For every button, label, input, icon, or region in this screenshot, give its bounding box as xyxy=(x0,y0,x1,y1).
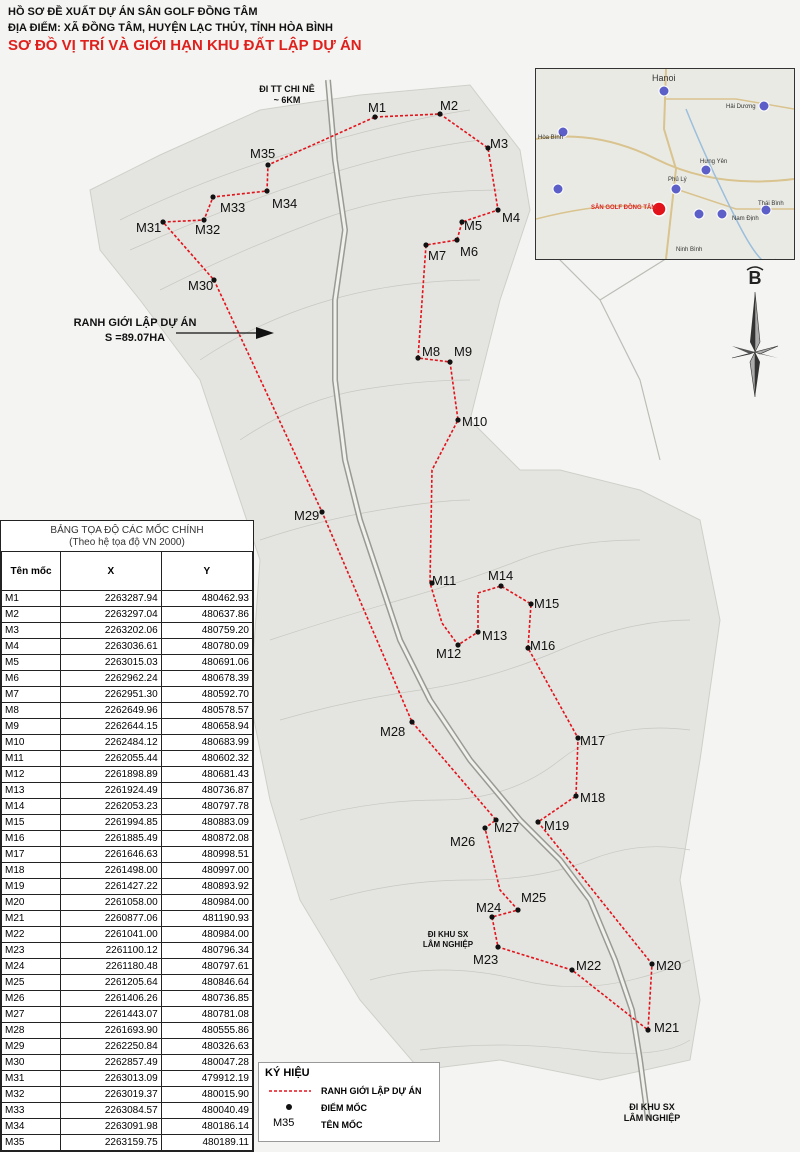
cell-x: 2263036.61 xyxy=(61,639,162,655)
cell-y: 480736.87 xyxy=(161,783,252,799)
marker-label-m29: M29 xyxy=(294,508,320,523)
table-row xyxy=(2,863,253,879)
cell-name: M32 xyxy=(2,1087,61,1103)
legend-point-label: ĐIỂM MỐC xyxy=(321,1103,367,1113)
table-title: BẢNG TỌA ĐỘ CÁC MỐC CHÍNH (Theo hệ tọa độ VN 2000) xyxy=(50,525,204,548)
cell-y: 480781.08 xyxy=(161,1007,252,1023)
marker-label-m30: M30 xyxy=(188,278,214,293)
marker-m29 xyxy=(319,509,324,514)
table-row xyxy=(2,687,253,703)
table-row xyxy=(2,1135,253,1151)
table-row xyxy=(2,895,253,911)
marker-m22 xyxy=(569,967,574,972)
cell-name: M31 xyxy=(2,1071,61,1087)
cell-x: 2262484.12 xyxy=(61,735,162,751)
marker-m10 xyxy=(455,417,460,422)
cell-x: 2262644.15 xyxy=(61,719,162,735)
cell-x: 2261041.00 xyxy=(61,927,162,943)
cell-y: 480736.85 xyxy=(161,991,252,1007)
table-row xyxy=(2,879,253,895)
inset-hanoi: Hanoi xyxy=(652,73,676,83)
marker-label-m1: M1 xyxy=(368,100,387,115)
cell-y: 480683.99 xyxy=(161,735,252,751)
cell-name: M34 xyxy=(2,1119,61,1135)
marker-m21 xyxy=(645,1027,650,1032)
marker-label-m5: M5 xyxy=(464,218,483,233)
inset-site: SÂN GOLF ĐỒNG TÂM xyxy=(591,205,657,211)
cell-y: 480678.39 xyxy=(161,671,252,687)
table-row xyxy=(2,943,253,959)
marker-m8 xyxy=(415,355,420,360)
cell-name: M12 xyxy=(2,767,61,783)
marker-label-m28: M28 xyxy=(380,724,406,739)
marker-m20 xyxy=(649,961,654,966)
cell-name: M29 xyxy=(2,1039,61,1055)
cell-y: 479912.19 xyxy=(161,1071,252,1087)
table-row xyxy=(2,1071,253,1087)
north-arrow xyxy=(728,262,782,402)
cell-name: M10 xyxy=(2,735,61,751)
table-row xyxy=(2,975,253,991)
marker-m35 xyxy=(265,162,270,167)
map-title: SƠ ĐỒ VỊ TRÍ VÀ GIỚI HẠN KHU ĐẤT LẬP DỰ ÁN xyxy=(8,37,362,54)
cell-y: 480592.70 xyxy=(161,687,252,703)
marker-label-m18: M18 xyxy=(580,790,606,805)
cell-x: 2261058.00 xyxy=(61,895,162,911)
cell-y: 480047.28 xyxy=(161,1055,252,1071)
legend-title: KÝ HIỆU xyxy=(265,1067,310,1079)
table-row xyxy=(2,719,253,735)
marker-m23 xyxy=(495,944,500,949)
cell-y: 480681.43 xyxy=(161,767,252,783)
table-row xyxy=(2,991,253,1007)
cell-x: 2261924.49 xyxy=(61,783,162,799)
cell-name: M35 xyxy=(2,1135,61,1151)
cell-name: M17 xyxy=(2,847,61,863)
marker-label-m34: M34 xyxy=(272,196,298,211)
cell-name: M7 xyxy=(2,687,61,703)
road-north-note: ĐI TT CHI NÊ ~ 6KM xyxy=(259,84,315,105)
table-row xyxy=(2,735,253,751)
header-line-1: HỒ SƠ ĐỀ XUẤT DỰ ÁN SÂN GOLF ĐỒNG TÂM xyxy=(8,6,258,18)
road-mid-note: ĐI KHU SX LÂM NGHIỆP xyxy=(422,930,474,949)
legend-point-symbol xyxy=(286,1104,292,1110)
marker-m26 xyxy=(482,825,487,830)
cell-x: 2260877.06 xyxy=(61,911,162,927)
cell-name: M24 xyxy=(2,959,61,975)
cell-x: 2263084.57 xyxy=(61,1103,162,1119)
cell-x: 2261443.07 xyxy=(61,1007,162,1023)
marker-label-m10: M10 xyxy=(462,414,488,429)
marker-m24 xyxy=(489,914,494,919)
cell-y: 480040.49 xyxy=(161,1103,252,1119)
cell-y: 480759.20 xyxy=(161,623,252,639)
marker-label-m13: M13 xyxy=(482,628,508,643)
cell-y: 480883.09 xyxy=(161,815,252,831)
cell-x: 2261427.22 xyxy=(61,879,162,895)
table-row xyxy=(2,927,253,943)
cell-y: 480797.78 xyxy=(161,799,252,815)
marker-m1 xyxy=(372,114,377,119)
cell-name: M25 xyxy=(2,975,61,991)
marker-label-m33: M33 xyxy=(220,200,246,215)
table-row xyxy=(2,831,253,847)
table-row xyxy=(2,607,253,623)
cell-y: 480326.63 xyxy=(161,1039,252,1055)
cell-x: 2261994.85 xyxy=(61,815,162,831)
cell-name: M1 xyxy=(2,591,61,607)
cell-y: 480846.64 xyxy=(161,975,252,991)
cell-y: 480189.11 xyxy=(161,1135,252,1151)
marker-m7 xyxy=(423,242,428,247)
table-row xyxy=(2,767,253,783)
table-row xyxy=(2,815,253,831)
cell-name: M16 xyxy=(2,831,61,847)
marker-m14 xyxy=(498,583,503,588)
cell-name: M30 xyxy=(2,1055,61,1071)
cell-y: 480984.00 xyxy=(161,927,252,943)
marker-label-m26: M26 xyxy=(450,834,476,849)
marker-label-m16: M16 xyxy=(530,638,556,653)
boundary-note: RANH GIỚI LẬP DỰ ÁN S =89.07HA xyxy=(73,317,197,344)
map-header xyxy=(8,4,362,56)
cell-name: M13 xyxy=(2,783,61,799)
table-row xyxy=(2,591,253,607)
north-label: B xyxy=(748,268,762,288)
table-row xyxy=(2,655,253,671)
cell-y: 480872.08 xyxy=(161,831,252,847)
cell-y: 480984.00 xyxy=(161,895,252,911)
cell-x: 2261205.64 xyxy=(61,975,162,991)
legend-name-label: TÊN MỐC xyxy=(321,1120,363,1130)
cell-name: M33 xyxy=(2,1103,61,1119)
table-row xyxy=(2,911,253,927)
marker-label-m25: M25 xyxy=(521,890,547,905)
marker-label-m2: M2 xyxy=(440,98,459,113)
cell-x: 2262250.84 xyxy=(61,1039,162,1055)
col-header-name: Tên mốc xyxy=(2,552,61,591)
cell-y: 480691.06 xyxy=(161,655,252,671)
cell-x: 2261180.48 xyxy=(61,959,162,975)
marker-m9 xyxy=(447,359,452,364)
cell-name: M8 xyxy=(2,703,61,719)
cell-y: 480015.90 xyxy=(161,1087,252,1103)
cell-x: 2263202.06 xyxy=(61,623,162,639)
marker-label-m24: M24 xyxy=(476,900,502,915)
table-row xyxy=(2,703,253,719)
cell-y: 480893.92 xyxy=(161,879,252,895)
table-row xyxy=(2,1055,253,1071)
cell-y: 480555.86 xyxy=(161,1023,252,1039)
marker-label-m3: M3 xyxy=(490,136,509,151)
cell-name: M11 xyxy=(2,751,61,767)
table-row xyxy=(2,671,253,687)
cell-x: 2263287.94 xyxy=(61,591,162,607)
marker-label-m32: M32 xyxy=(195,222,221,237)
cell-name: M6 xyxy=(2,671,61,687)
marker-label-m17: M17 xyxy=(580,733,606,748)
marker-label-m11: M11 xyxy=(432,573,457,588)
cell-x: 2261693.90 xyxy=(61,1023,162,1039)
marker-m25 xyxy=(515,907,520,912)
cell-name: M4 xyxy=(2,639,61,655)
cell-y: 480186.14 xyxy=(161,1119,252,1135)
marker-label-m19: M19 xyxy=(544,818,570,833)
cell-x: 2261898.89 xyxy=(61,767,162,783)
cell-x: 2262962.24 xyxy=(61,671,162,687)
cell-name: M18 xyxy=(2,863,61,879)
cell-x: 2263091.98 xyxy=(61,1119,162,1135)
cell-name: M2 xyxy=(2,607,61,623)
header-line-2: ĐỊA ĐIỂM: XÃ ĐỒNG TÂM, HUYỆN LẠC THỦY, TỈNH HÒA BÌNH xyxy=(8,22,333,34)
marker-label-m15: M15 xyxy=(534,596,560,611)
cell-name: M28 xyxy=(2,1023,61,1039)
marker-m6 xyxy=(454,237,459,242)
cell-x: 2263015.03 xyxy=(61,655,162,671)
table-row xyxy=(2,1087,253,1103)
table-row xyxy=(2,799,253,815)
cell-name: M21 xyxy=(2,911,61,927)
cell-x: 2262055.44 xyxy=(61,751,162,767)
cell-y: 480658.94 xyxy=(161,719,252,735)
marker-m15 xyxy=(528,601,533,606)
marker-label-m4: M4 xyxy=(502,210,521,225)
legend-boundary-label: RANH GIỚI LẬP DỰ ÁN xyxy=(321,1086,422,1096)
cell-x: 2262649.96 xyxy=(61,703,162,719)
marker-m18 xyxy=(573,793,578,798)
marker-label-m35: M35 xyxy=(250,146,276,161)
cell-name: M22 xyxy=(2,927,61,943)
cell-name: M27 xyxy=(2,1007,61,1023)
cell-y: 480796.34 xyxy=(161,943,252,959)
side-road xyxy=(540,240,660,460)
cell-x: 2263297.04 xyxy=(61,607,162,623)
table-row xyxy=(2,1023,253,1039)
inset-roads xyxy=(536,69,794,259)
table-row xyxy=(2,639,253,655)
marker-label-m6: M6 xyxy=(460,244,479,259)
marker-label-m22: M22 xyxy=(576,958,602,973)
table-row xyxy=(2,751,253,767)
cell-x: 2261885.49 xyxy=(61,831,162,847)
cell-y: 480780.09 xyxy=(161,639,252,655)
marker-label-m27: M27 xyxy=(494,820,520,835)
cell-name: M26 xyxy=(2,991,61,1007)
cell-name: M20 xyxy=(2,895,61,911)
marker-label-m20: M20 xyxy=(656,958,682,973)
marker-label-m9: M9 xyxy=(454,344,473,359)
table-row xyxy=(2,783,253,799)
cell-x: 2262951.30 xyxy=(61,687,162,703)
cell-x: 2263019.37 xyxy=(61,1087,162,1103)
table-row xyxy=(2,623,253,639)
cell-name: M23 xyxy=(2,943,61,959)
cell-y: 480462.93 xyxy=(161,591,252,607)
cell-x: 2261100.12 xyxy=(61,943,162,959)
legend-sample-name: M35 xyxy=(273,1117,295,1129)
marker-label-m31: M31 xyxy=(136,220,162,235)
cell-y: 481190.93 xyxy=(161,911,252,927)
cell-name: M15 xyxy=(2,815,61,831)
cell-y: 480998.51 xyxy=(161,847,252,863)
table-row xyxy=(2,1007,253,1023)
marker-m13 xyxy=(475,629,480,634)
cell-y: 480578.57 xyxy=(161,703,252,719)
cell-x: 2261406.26 xyxy=(61,991,162,1007)
cell-name: M14 xyxy=(2,799,61,815)
cell-x: 2261498.00 xyxy=(61,863,162,879)
cell-name: M19 xyxy=(2,879,61,895)
cell-y: 480637.86 xyxy=(161,607,252,623)
legend xyxy=(258,1062,440,1142)
cell-x: 2263159.75 xyxy=(61,1135,162,1151)
cell-x: 2261646.63 xyxy=(61,847,162,863)
cell-y: 480602.32 xyxy=(161,751,252,767)
cell-name: M5 xyxy=(2,655,61,671)
table-row xyxy=(2,847,253,863)
cell-x: 2262857.49 xyxy=(61,1055,162,1071)
cell-name: M9 xyxy=(2,719,61,735)
marker-label-m8: M8 xyxy=(422,344,441,359)
marker-label-m7: M7 xyxy=(428,248,447,263)
table-row xyxy=(2,1039,253,1055)
cell-y: 480997.00 xyxy=(161,863,252,879)
marker-m33 xyxy=(210,194,215,199)
col-header-y: Y xyxy=(161,552,252,591)
table-row xyxy=(2,959,253,975)
cell-y: 480797.61 xyxy=(161,959,252,975)
road-south-note: ĐI KHU SX LÂM NGHIỆP xyxy=(623,1102,681,1123)
marker-m4 xyxy=(495,207,500,212)
marker-label-m23: M23 xyxy=(473,952,499,967)
table-row xyxy=(2,1103,253,1119)
table-row xyxy=(2,1119,253,1135)
marker-label-m21: M21 xyxy=(654,1020,680,1035)
location-inset-map: Hanoi SÂN GOLF ĐỒNG TÂM Hòa Bình Hải Dương Phủ Lý Hưng Yên Nam Định Thái Bình Ninh Bình xyxy=(535,68,795,260)
cell-x: 2263013.09 xyxy=(61,1071,162,1087)
coordinate-table xyxy=(0,520,254,1152)
marker-label-m14: M14 xyxy=(488,568,514,583)
marker-m19 xyxy=(535,819,540,824)
marker-label-m12: M12 xyxy=(436,646,462,661)
marker-m28 xyxy=(409,719,414,724)
col-header-x: X xyxy=(61,552,162,591)
marker-m34 xyxy=(264,188,269,193)
cell-x: 2262053.23 xyxy=(61,799,162,815)
cell-name: M3 xyxy=(2,623,61,639)
